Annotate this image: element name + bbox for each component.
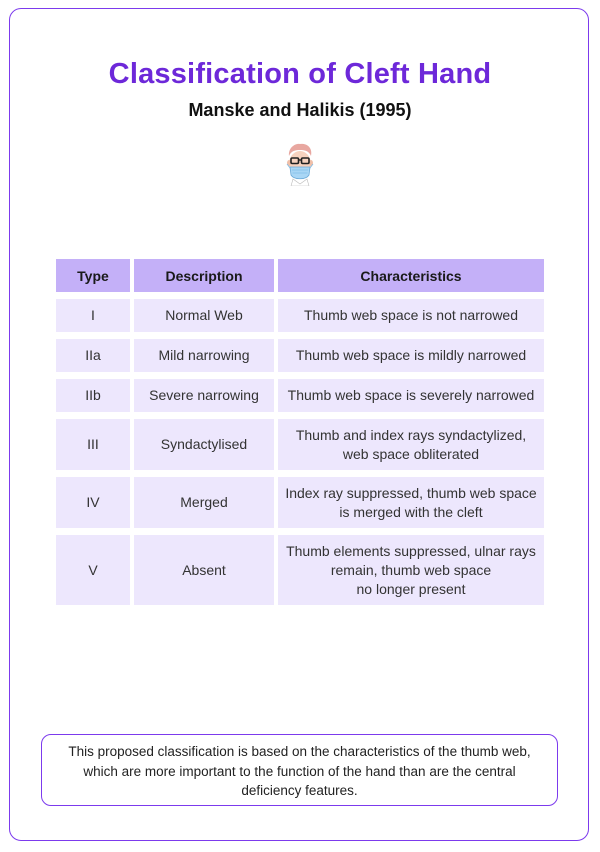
table-header-row — [56, 259, 544, 292]
table-row — [56, 339, 544, 372]
doctor-mascot-icon — [282, 142, 318, 186]
table-row — [56, 379, 544, 412]
table-row — [56, 535, 544, 605]
table-row — [56, 419, 544, 470]
header-description: Description — [134, 259, 274, 292]
page-subtitle: Manske and Halikis (1995) — [188, 100, 412, 120]
cell-characteristics: Thumb web space is not narrowed — [278, 299, 544, 332]
cell-type: IIb — [56, 379, 130, 412]
classification-table — [52, 252, 548, 612]
cell-type: I — [56, 299, 130, 332]
cell-description: Mild narrowing — [134, 339, 274, 372]
cell-description: Normal Web — [134, 299, 274, 332]
cell-description: Merged — [134, 477, 274, 528]
cell-characteristics: Thumb and index rays syndactylized, web space obliterated — [278, 419, 544, 470]
cell-characteristics: Thumb web space is severely narrowed — [278, 379, 544, 412]
cell-characteristics: Thumb elements suppressed, ulnar rays remain, thumb web space no longer present — [278, 535, 544, 605]
classification-note: This proposed classification is based on the characteristics of the thumb web, which are more important to the function of the hand than are the central deficiency features. — [41, 734, 558, 806]
page-title: Classification of Cleft Hand — [108, 58, 492, 90]
cell-characteristics: Thumb web space is mildly narrowed — [278, 339, 544, 372]
header-type: Type — [56, 259, 130, 292]
cell-description: Severe narrowing — [134, 379, 274, 412]
cell-type: IIa — [56, 339, 130, 372]
cell-characteristics: Index ray suppressed, thumb web space is merged with the cleft — [278, 477, 544, 528]
header-characteristics: Characteristics — [278, 259, 544, 292]
cell-description: Syndactylised — [134, 419, 274, 470]
table-row — [56, 299, 544, 332]
cell-description: Absent — [134, 535, 274, 605]
cell-type: V — [56, 535, 130, 605]
cell-type: III — [56, 419, 130, 470]
table-row — [56, 477, 544, 528]
cell-type: IV — [56, 477, 130, 528]
